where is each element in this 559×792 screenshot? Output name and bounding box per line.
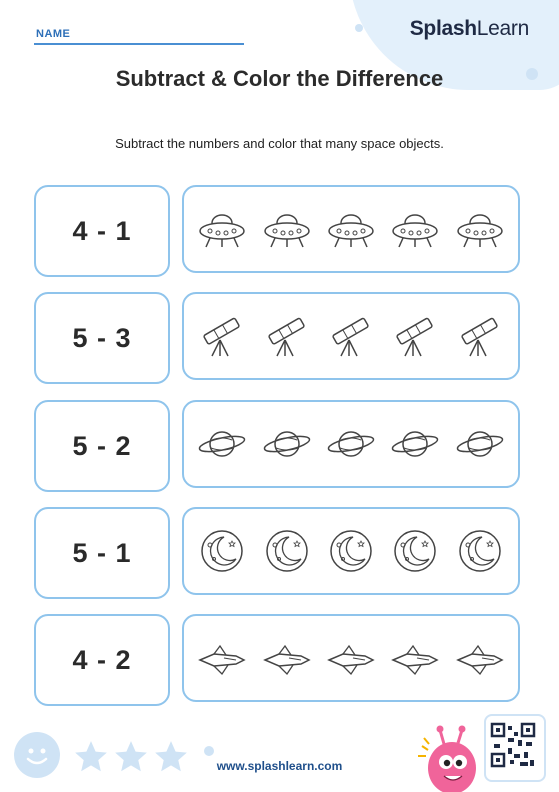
objects-box <box>182 292 520 380</box>
objects-box <box>182 614 520 702</box>
moon-icon[interactable] <box>454 527 506 575</box>
ufo-icon[interactable] <box>196 205 248 253</box>
moon-icon[interactable] <box>196 527 248 575</box>
name-label: NAME <box>36 28 71 40</box>
telescope-icon[interactable] <box>325 312 377 360</box>
qr-code[interactable] <box>484 714 546 782</box>
telescope-icon[interactable] <box>196 312 248 360</box>
spaceship-icon[interactable] <box>261 634 313 682</box>
name-field[interactable] <box>34 43 244 45</box>
equation-box <box>34 614 170 706</box>
objects-box <box>182 507 520 595</box>
problem-row <box>34 614 524 706</box>
spaceship-icon[interactable] <box>325 634 377 682</box>
ufo-icon[interactable] <box>454 205 506 253</box>
problem-row <box>34 507 524 599</box>
ufo-icon[interactable] <box>389 205 441 253</box>
planet-icon[interactable] <box>196 420 248 468</box>
decor-dot <box>204 746 214 756</box>
brand-logo: SplashLearn <box>409 17 529 40</box>
problem-row <box>34 292 524 384</box>
equation-box <box>34 400 170 492</box>
website-url[interactable]: www.splashlearn.com <box>216 759 343 773</box>
planet-icon[interactable] <box>325 420 377 468</box>
equation-text: 5 - 1 <box>72 537 132 568</box>
ufo-icon[interactable] <box>325 205 377 253</box>
moon-icon[interactable] <box>389 527 441 575</box>
planet-icon[interactable] <box>454 420 506 468</box>
telescope-icon[interactable] <box>454 312 506 360</box>
equation-text: 5 - 3 <box>72 322 132 353</box>
equation-text: 5 - 2 <box>72 430 132 461</box>
equation-box <box>34 507 170 599</box>
spaceship-icon[interactable] <box>454 634 506 682</box>
problem-row <box>34 400 524 492</box>
moon-icon[interactable] <box>261 527 313 575</box>
objects-box <box>182 400 520 488</box>
equation-box <box>34 292 170 384</box>
ufo-icon[interactable] <box>261 205 313 253</box>
moon-icon[interactable] <box>325 527 377 575</box>
objects-box <box>182 185 520 273</box>
spaceship-icon[interactable] <box>389 634 441 682</box>
decor-dot <box>355 24 363 32</box>
spaceship-icon[interactable] <box>196 634 248 682</box>
planet-icon[interactable] <box>261 420 313 468</box>
planet-icon[interactable] <box>389 420 441 468</box>
instruction-text: Subtract the numbers and color that many space objects. <box>115 136 444 151</box>
page-title: Subtract & Color the Difference <box>115 66 444 91</box>
telescope-icon[interactable] <box>389 312 441 360</box>
equation-text: 4 - 2 <box>72 644 132 675</box>
problem-row <box>34 185 524 277</box>
telescope-icon[interactable] <box>261 312 313 360</box>
monster-mascot-icon <box>414 718 484 792</box>
equation-text: 4 - 1 <box>72 215 132 246</box>
equation-box <box>34 185 170 277</box>
